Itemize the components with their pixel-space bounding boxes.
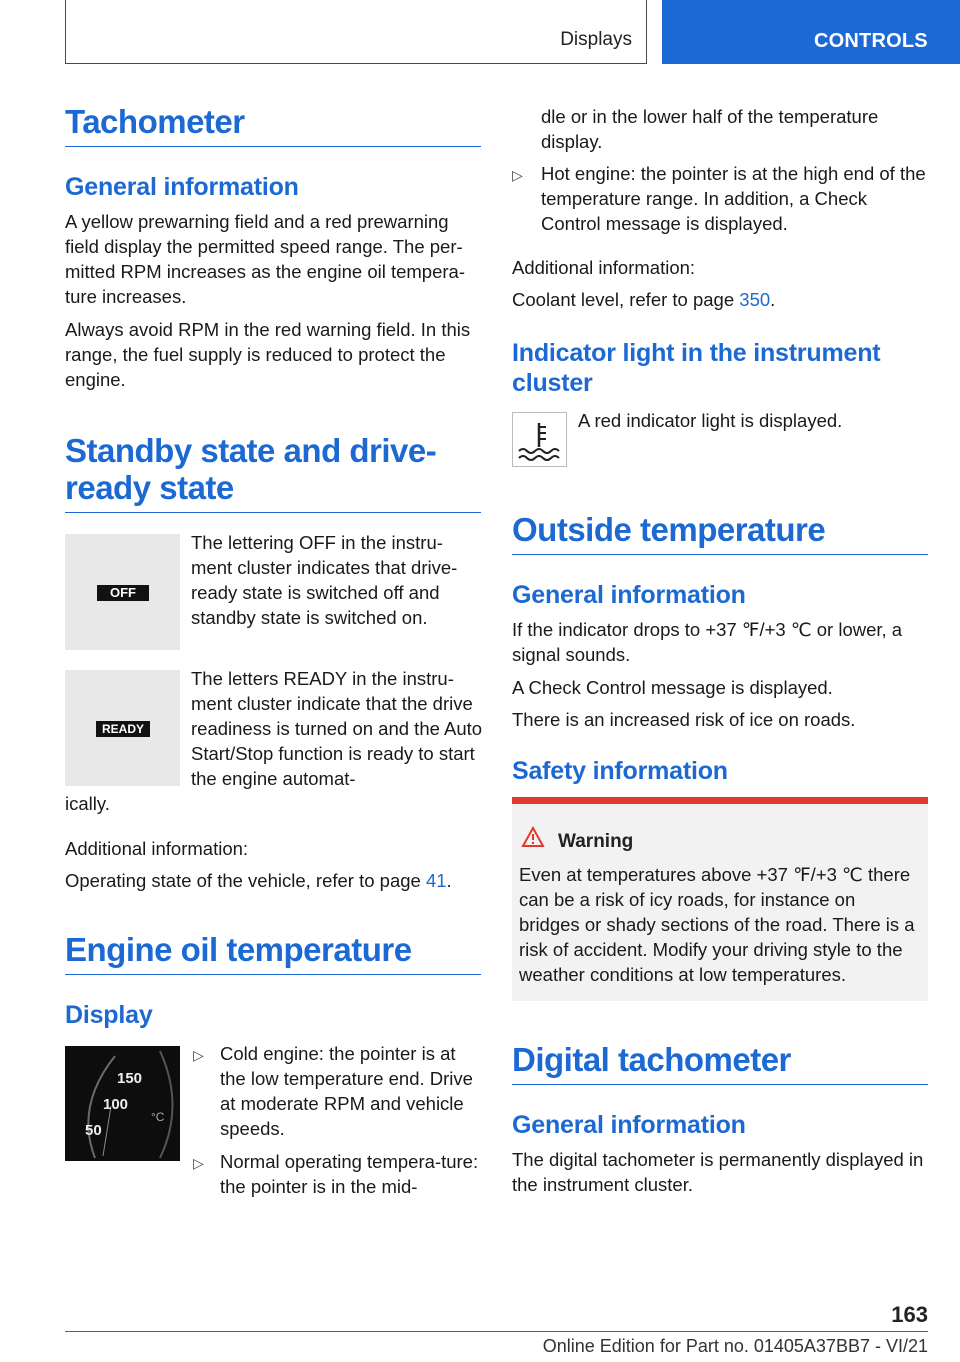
page-link-350[interactable]: 350 [739, 289, 771, 310]
outside-paragraph-3: There is an increased risk of ice on roads. [512, 709, 856, 730]
coolant-text: Coolant level, refer to page [512, 289, 740, 310]
off-description: The lettering OFF in the instru-ment cluster indicates that drive-ready state is switched off and standby state is switched on. [191, 532, 458, 628]
operating-state-ref [65, 868, 481, 893]
digital-general-heading: General information [512, 1111, 746, 1139]
bullet-triangle-icon: ▷ [193, 1155, 204, 1171]
display-heading: Display [65, 1001, 153, 1029]
warning-label: Warning [558, 831, 634, 852]
operating-end: . [446, 870, 452, 891]
digital-paragraph-1: The digital tachometer is permanently displayed in the instrument cluster. [512, 1149, 924, 1195]
header-box [65, 0, 647, 64]
tach-general-heading: General information [65, 173, 299, 201]
additional-info-label-left: Additional information: [65, 838, 249, 859]
bullet-normal-temp: Normal operating tempera-ture: the pointer is in the mid- [220, 1151, 479, 1197]
bullet-normal-temp-cont: dle or in the lower half of the temperature display. [541, 106, 879, 152]
off-indicator-image [65, 534, 180, 650]
standby-title-line1: Standby state and drive- [65, 432, 437, 469]
bullet-triangle-icon: ▷ [193, 1047, 204, 1063]
bullet-cold-engine: Cold engine: the pointer is at the low temperature end. Drive at moderate RPM and vehicle speeds. [220, 1043, 473, 1139]
tach-paragraph-1: A yellow prewarning field and a red prewarning field display the permitted speed range. The per-mitted RPM increases as the engine oil tempera-ture increases. [65, 211, 465, 307]
additional-info-label-right: Additional information: [512, 257, 696, 278]
warning-text: Even at temperatures above +37 ℉/+3 ℃ there can be a risk of icy roads, for instance on bridges or shady sections of the road. There is a risk of accident. Modify your driving style to the weather conditions at low temperatures. [519, 864, 915, 985]
footer-divider [65, 1331, 928, 1332]
safety-heading: Safety information [512, 757, 728, 785]
gauge-label-150: 150 [117, 1070, 143, 1087]
page-number: 163 [891, 1302, 928, 1327]
gauge-unit: °C [151, 1110, 165, 1124]
outside-paragraph-1: If the indicator drops to +37 ℉/+3 ℃ or lower, a signal sounds. [512, 619, 903, 665]
edition-text: Online Edition for Part no. 01405A37BB7 - VI/21 [542, 1336, 928, 1356]
bullet-hot-engine: Hot engine: the pointer is at the high end of the temperature range. In addition, a Check Control message is displayed. [541, 163, 926, 234]
coolant-ref [512, 287, 928, 312]
outside-temp-title: Outside temperature [512, 512, 928, 555]
coolant-end: . [770, 289, 776, 310]
section-title: Displays [560, 29, 632, 50]
standby-title [65, 432, 481, 513]
ready-description: The letters READY in the instru-ment cluster indicate that the drive readiness is turned on and the Auto Start/Stop function is ready to start the engine automat- [191, 668, 483, 789]
outside-general-heading: General information [512, 581, 746, 609]
oil-temp-gauge-image [65, 1046, 180, 1161]
ready-description-tail: ically. [65, 793, 110, 814]
gauge-label-100: 100 [103, 1096, 129, 1113]
warning-triangle-icon [521, 826, 545, 848]
indicator-text: A red indicator light is displayed. [578, 410, 843, 431]
standby-title-line2: ready state [65, 469, 234, 506]
bullet-triangle-icon: ▷ [512, 167, 523, 183]
operating-text: Operating state of the vehicle, refer to page [65, 870, 426, 891]
warning-box [512, 797, 928, 1001]
off-label-image: OFF [97, 585, 149, 601]
engine-oil-title: Engine oil temperature [65, 932, 481, 975]
tach-paragraph-2: Always avoid RPM in the red warning field. In this range, the fuel supply is reduced to protect the engine. [65, 319, 471, 390]
gauge-label-50: 50 [85, 1122, 102, 1139]
outside-paragraph-2: A Check Control message is displayed. [512, 677, 833, 698]
ready-label-image: READY [96, 721, 150, 737]
page-link-41[interactable]: 41 [425, 870, 447, 891]
tab-controls[interactable]: CONTROLS [662, 0, 960, 64]
ready-indicator-image [65, 670, 180, 786]
indicator-heading: Indicator light in the instrument cluster [512, 339, 881, 397]
tachometer-title: Tachometer [65, 104, 481, 147]
digital-tach-title: Digital tachometer [512, 1042, 928, 1085]
coolant-warning-icon [512, 412, 567, 467]
